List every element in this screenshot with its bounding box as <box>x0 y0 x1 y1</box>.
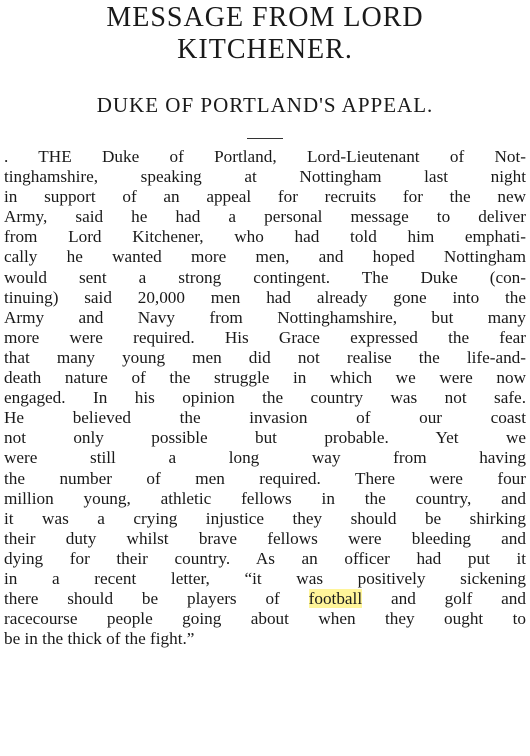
body-line: Army and Navy from Nottinghamshire, but many <box>4 307 526 327</box>
body-line: million young, athletic fellows in the country, and <box>4 488 526 508</box>
body-line: in support of an appeal for recruits for the new <box>4 187 526 207</box>
body-line: He believed the invasion of our coast <box>4 408 526 428</box>
body-line: would sent a strong contingent. The Duke (con- <box>4 267 526 287</box>
body-line: . THE Duke of Portland, Lord-Lieutenant of Not- <box>4 147 526 166</box>
body-line: in a recent letter, “it was positively sickening <box>4 568 526 588</box>
body-line: that many young men did not realise the life-and- <box>4 347 526 367</box>
article-body <box>4 147 526 649</box>
body-line: cally he wanted more men, and hoped Nottingham <box>4 247 526 267</box>
divider-rule <box>247 138 283 139</box>
headline-line-2: KITCHENER. <box>177 34 353 65</box>
body-line: the number of men required. There were four <box>4 468 526 488</box>
body-line: more were required. His Grace expressed the fear <box>4 327 526 347</box>
body-line: Army, said he had a personal message to deliver <box>4 207 526 227</box>
body-line: tinuing) said 20,000 men had already gone into the <box>4 287 526 307</box>
body-line: their duty whilst brave fellows were bleeding and <box>4 528 526 548</box>
body-text-segment: and golf and <box>390 589 526 609</box>
body-line: were still a long way from having <box>4 448 526 468</box>
body-line: dying for their country. As an officer had put it <box>4 548 526 568</box>
body-text-segment: there should be players of <box>4 589 280 609</box>
body-line: from Lord Kitchener, who had told him emphati- <box>4 227 526 247</box>
body-line-with-highlight <box>4 589 526 609</box>
subheadline: DUKE OF PORTLAND'S APPEAL. <box>96 93 434 117</box>
body-line: be in the thick of the fight.” <box>4 629 195 649</box>
body-line: death nature of the struggle in which we were now <box>4 368 526 388</box>
body-line: racecourse people going about when they ought to <box>4 609 526 629</box>
headline-line-1: MESSAGE FROM LORD <box>106 2 424 33</box>
body-line: it was a crying injustice they should be shirking <box>4 508 526 528</box>
body-line: not only possible but probable. Yet we <box>4 428 526 448</box>
body-line: engaged. In his opinion the country was not safe. <box>4 388 526 408</box>
body-line: tinghamshire, speaking at Nottingham last night <box>4 167 526 187</box>
highlighted-word: football <box>308 589 363 609</box>
